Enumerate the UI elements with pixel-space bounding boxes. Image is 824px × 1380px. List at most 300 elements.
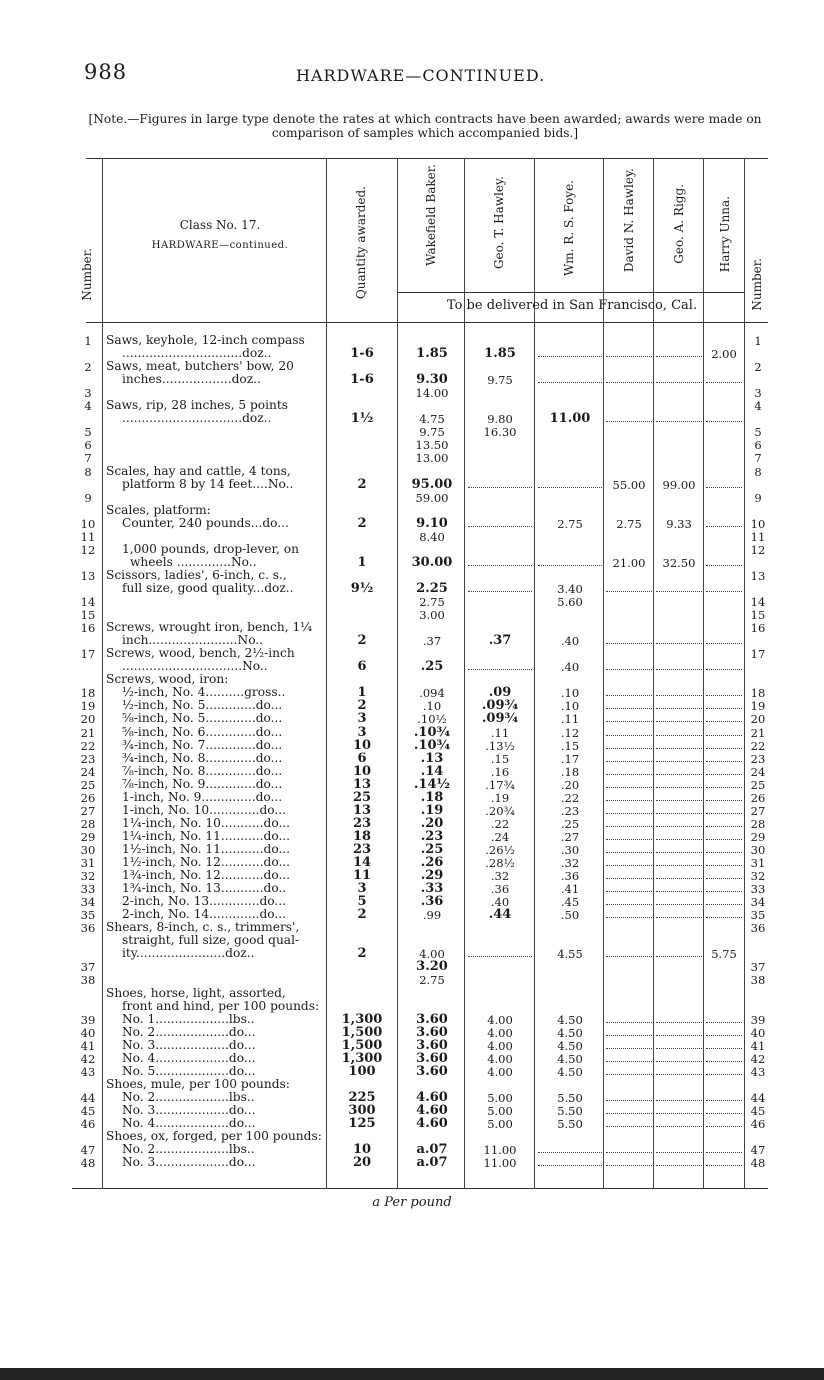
row-number-right: 4: [754, 399, 762, 414]
bid-price: 2.75: [419, 973, 445, 988]
quantity-header: Quantity awarded.: [354, 186, 368, 300]
row-number: 17: [80, 647, 96, 662]
bid-price: .23: [420, 828, 444, 844]
row-number-right: 48: [750, 1156, 766, 1171]
item-description: No. 3...................do...: [122, 1037, 256, 1052]
empty-bid-leader: [656, 381, 702, 383]
row-number: 31: [80, 856, 96, 870]
bid-price: .29: [420, 868, 444, 884]
empty-bid-leader: [606, 1164, 652, 1166]
quantity-awarded: 1-6: [350, 372, 374, 388]
row-number-right: 15: [750, 608, 766, 623]
bid-price: 3.60: [416, 1063, 448, 1079]
empty-bid-leader: [706, 916, 742, 918]
quantity-awarded: 225: [348, 1089, 376, 1105]
page-number: 988: [84, 60, 128, 84]
number-header-right: Number.: [750, 258, 764, 311]
empty-bid-leader: [656, 812, 702, 814]
empty-bid-leader: [606, 720, 652, 722]
row-number: 41: [80, 1038, 96, 1053]
empty-bid-leader: [656, 825, 702, 827]
row-number-right: 28: [750, 816, 766, 831]
row-number: 47: [80, 1143, 96, 1158]
quantity-awarded: 3: [357, 711, 367, 727]
row-number: 22: [80, 738, 96, 753]
bidder-header: Geo. T. Hawley.: [492, 176, 506, 270]
quantity-awarded: 1,300: [341, 1011, 383, 1027]
row-number-right: 42: [750, 1051, 766, 1066]
item-description: No. 4...................do...: [122, 1050, 256, 1065]
row-number: 4: [84, 399, 92, 414]
quantity-awarded: 125: [348, 1116, 376, 1131]
item-description: ...............................doz..: [122, 346, 272, 361]
row-number-right: 34: [750, 895, 766, 910]
row-number: 13: [80, 568, 96, 583]
item-description: Shoes, ox, forged, per 100 pounds:: [106, 1129, 322, 1144]
row-number: 48: [80, 1156, 96, 1171]
bid-price: 9.33: [666, 516, 692, 531]
row-number: 35: [80, 908, 96, 923]
quantity-awarded: 11: [352, 868, 372, 884]
empty-bid-leader: [656, 916, 702, 918]
empty-bid-leader: [706, 1164, 742, 1166]
empty-bid-leader: [656, 799, 702, 801]
empty-bid-leader: [468, 668, 532, 670]
row-number: 2: [84, 360, 92, 375]
empty-bid-leader: [538, 355, 602, 357]
row-number-right: 36: [750, 921, 766, 936]
empty-bid-leader: [656, 903, 702, 905]
item-description: No. 3...................do...: [122, 1102, 256, 1117]
item-description: inch.......................No..: [122, 633, 264, 648]
bid-price: 3.00: [419, 608, 445, 623]
bid-price: .99: [422, 908, 442, 923]
row-number-right: 46: [750, 1117, 766, 1131]
item-description: ity.......................doz..: [122, 946, 255, 961]
bid-price: .14½: [413, 776, 451, 792]
bid-price: 5.00: [487, 1103, 513, 1118]
empty-bid-leader: [606, 747, 652, 749]
bid-price: 8.40: [419, 529, 445, 544]
bid-price: .17: [560, 751, 580, 766]
empty-bid-leader: [706, 381, 742, 383]
empty-bid-leader: [706, 1099, 742, 1101]
row-number: 1: [84, 334, 92, 348]
bid-price: 3.20: [416, 959, 448, 975]
item-description: 1,000 pounds, drop-lever, on: [122, 541, 299, 556]
empty-bid-leader: [606, 668, 652, 670]
bid-price: 1.85: [484, 346, 516, 362]
bid-price: .20: [560, 777, 580, 792]
row-number: 29: [80, 829, 96, 844]
page-title: HARDWARE—CONTINUED.: [296, 66, 546, 85]
empty-bid-leader: [656, 864, 702, 866]
empty-bid-leader: [706, 864, 742, 866]
empty-bid-leader: [656, 851, 702, 853]
row-number-right: 7: [754, 451, 762, 466]
empty-bid-leader: [606, 838, 652, 840]
bid-price: 5.50: [557, 1117, 583, 1131]
bid-price: .22: [560, 790, 580, 805]
bid-price: 4.00: [487, 1051, 513, 1066]
item-description: ⅝-inch, No. 5.............do...: [122, 711, 283, 726]
bid-price: .10½: [417, 712, 447, 727]
row-number: 11: [80, 529, 96, 544]
empty-bid-leader: [656, 838, 702, 840]
row-number: 6: [84, 438, 92, 453]
empty-bid-leader: [606, 355, 652, 357]
bid-price: .19: [420, 802, 444, 818]
bid-price: .11: [490, 725, 510, 740]
row-number: 21: [80, 725, 96, 740]
item-description: No. 3...................do...: [122, 1155, 256, 1170]
empty-bid-leader: [656, 668, 702, 670]
quantity-awarded: 1-6: [350, 346, 374, 362]
row-number: 38: [80, 973, 96, 988]
item-description: Saws, keyhole, 12-inch compass: [106, 333, 305, 347]
item-description: ⅞-inch, No. 8.............do...: [122, 763, 283, 778]
empty-bid-leader: [606, 760, 652, 762]
table-bottom-rule: [72, 1188, 768, 1189]
item-description: 2-inch, No. 13.............do...: [122, 894, 286, 909]
quantity-awarded: 23: [352, 841, 372, 857]
bid-price: .09¾: [481, 711, 519, 727]
empty-bid-leader: [606, 851, 652, 853]
item-description: No. 2...................lbs..: [122, 1142, 255, 1157]
quantity-awarded: 6: [357, 659, 367, 675]
bid-price: .10¾: [413, 724, 451, 740]
empty-bid-leader: [606, 1099, 652, 1101]
empty-bid-leader: [538, 381, 602, 383]
quantity-awarded: 3: [357, 881, 367, 897]
item-description: No. 1...................lbs..: [122, 1011, 255, 1026]
empty-bid-leader: [656, 694, 702, 696]
empty-bid-leader: [706, 1047, 742, 1049]
row-number: 27: [80, 803, 96, 818]
award-note: [Note.—Figures in large type denote the rates at which contracts have been awarded; awards were made on comparison of samples which accompanied bids.]: [88, 112, 762, 140]
item-description: No. 4...................do...: [122, 1116, 256, 1130]
bid-price: 13.50: [415, 438, 449, 453]
item-description: ½-inch, No. 4..........gross..: [122, 685, 286, 700]
bid-price: .15: [560, 738, 580, 753]
empty-bid-leader: [706, 420, 742, 422]
quantity-awarded: 1½: [350, 411, 374, 427]
bid-price: .10¾: [413, 737, 451, 753]
row-number: 28: [80, 816, 96, 831]
bid-price: .10: [560, 686, 580, 701]
number-header-left: Number.: [80, 248, 94, 301]
row-number: 44: [80, 1090, 96, 1105]
item-description: wheels ..............No..: [130, 554, 257, 569]
quantity-awarded: 10: [352, 737, 372, 753]
bid-price: .40: [560, 660, 580, 675]
empty-bid-leader: [656, 707, 702, 709]
empty-bid-leader: [656, 1047, 702, 1049]
bid-price: 4.50: [557, 1064, 583, 1079]
empty-bid-leader: [606, 916, 652, 918]
row-number: 45: [80, 1103, 96, 1118]
empty-bid-leader: [606, 890, 652, 892]
empty-bid-leader: [606, 694, 652, 696]
bid-price: .26½: [485, 842, 515, 857]
empty-bid-leader: [468, 590, 532, 592]
empty-bid-leader: [656, 955, 702, 957]
class-heading: [120, 218, 320, 251]
row-number-right: 20: [750, 712, 766, 727]
bid-price: 4.00: [487, 1038, 513, 1053]
bid-price: .20¾: [485, 803, 515, 818]
row-number-right: 24: [750, 764, 766, 779]
bid-price: .094: [419, 686, 445, 701]
row-number-right: 13: [750, 568, 766, 583]
empty-bid-leader: [606, 864, 652, 866]
header-bottom-rule: [86, 322, 768, 323]
bid-price: 9.75: [419, 425, 445, 440]
empty-bid-leader: [656, 747, 702, 749]
empty-bid-leader: [706, 1125, 742, 1127]
bid-price: a.07: [416, 1142, 448, 1158]
empty-bid-leader: [656, 1151, 702, 1153]
bid-price: 13.00: [415, 451, 449, 466]
bid-price: .25: [420, 659, 444, 675]
empty-bid-leader: [656, 1112, 702, 1114]
quantity-awarded: 18: [352, 828, 372, 844]
row-number: 7: [84, 451, 92, 466]
bid-price: 4.00: [419, 947, 445, 962]
bid-price: 59.00: [415, 490, 449, 505]
bid-price: 3.60: [416, 1050, 448, 1066]
item-description: ...............................doz..: [122, 411, 272, 426]
bid-price: 5.75: [711, 947, 737, 962]
row-number-right: 30: [750, 842, 766, 857]
item-description: straight, full size, good qual-: [122, 933, 300, 948]
empty-bid-leader: [706, 642, 742, 644]
empty-bid-leader: [706, 851, 742, 853]
empty-bid-leader: [656, 590, 702, 592]
empty-bid-leader: [656, 355, 702, 357]
bid-price: 4.50: [557, 1051, 583, 1066]
empty-bid-leader: [468, 564, 532, 566]
bid-price: .30: [560, 842, 580, 857]
bid-price: 4.50: [557, 1038, 583, 1053]
empty-bid-leader: [656, 1099, 702, 1101]
item-description: platform 8 by 14 feet....No..: [122, 476, 294, 491]
bidder-header: Geo. A. Rigg.: [672, 184, 686, 264]
bid-price: 4.00: [487, 1012, 513, 1027]
bid-price: .27: [560, 829, 580, 844]
row-number: 34: [80, 895, 96, 910]
bid-price: 16.30: [483, 425, 517, 440]
row-number-right: 2: [754, 360, 762, 375]
empty-bid-leader: [656, 720, 702, 722]
bid-price: .23: [560, 803, 580, 818]
item-description: Shoes, horse, light, assorted,: [106, 985, 286, 1000]
empty-bid-leader: [706, 838, 742, 840]
quantity-awarded: 1,500: [341, 1037, 383, 1053]
empty-bid-leader: [606, 590, 652, 592]
empty-bid-leader: [706, 694, 742, 696]
row-number-right: 41: [750, 1038, 766, 1053]
empty-bid-leader: [706, 747, 742, 749]
item-description: 1½-inch, No. 12...........do...: [122, 855, 291, 869]
item-description: Scissors, ladies', 6-inch, c. s.,: [106, 567, 287, 582]
row-number: 14: [80, 595, 96, 609]
row-number-right: 40: [750, 1025, 766, 1040]
bid-price: .26: [420, 855, 444, 870]
empty-bid-leader: [606, 381, 652, 383]
bidder-header: Wm. R. S. Foye.: [562, 180, 576, 277]
row-number: 12: [80, 542, 96, 557]
row-number-right: 27: [750, 803, 766, 818]
empty-bid-leader: [606, 903, 652, 905]
item-description: inches..................doz..: [122, 372, 261, 387]
quantity-awarded: 300: [348, 1102, 376, 1118]
item-description: 1¼-inch, No. 10...........do...: [122, 815, 291, 830]
row-number-right: 38: [750, 973, 766, 988]
empty-bid-leader: [606, 825, 652, 827]
empty-bid-leader: [538, 1151, 602, 1153]
row-number-right: 23: [750, 751, 766, 766]
item-description: 1-inch, No. 9..............do...: [122, 789, 283, 804]
row-number: 24: [80, 764, 96, 779]
quantity-awarded: 14: [352, 855, 372, 870]
bid-price: 11.00: [483, 1156, 517, 1171]
bid-price: .37: [488, 633, 512, 649]
bid-price: .50: [560, 908, 580, 923]
row-number-right: 17: [750, 647, 766, 662]
bidder-header: Harry Unna.: [718, 196, 732, 273]
row-number-right: 44: [750, 1090, 766, 1105]
row-number-right: 25: [750, 777, 766, 792]
bid-price: .36: [420, 894, 444, 910]
row-number: 15: [80, 608, 96, 623]
item-description: ¾-inch, No. 7.............do...: [122, 737, 283, 752]
row-number: 39: [80, 1012, 96, 1027]
item-description: front and hind, per 100 pounds:: [122, 998, 320, 1013]
item-description: full size, good quality...doz..: [122, 580, 294, 595]
bid-price: 5.00: [487, 1090, 513, 1105]
col-divider: [397, 158, 398, 1188]
row-number: 46: [80, 1117, 96, 1131]
empty-bid-leader: [706, 1021, 742, 1023]
bid-price: .25: [560, 816, 580, 831]
bid-price: .16: [490, 764, 510, 779]
empty-bid-leader: [606, 1073, 652, 1075]
item-description: ⅞-inch, No. 9.............do...: [122, 776, 283, 791]
bid-price: .10: [422, 699, 442, 714]
row-number-right: 22: [750, 738, 766, 753]
quantity-awarded: 2: [357, 946, 367, 962]
empty-bid-leader: [656, 642, 702, 644]
item-description: 1½-inch, No. 11...........do...: [122, 841, 291, 856]
row-number-right: 8: [754, 464, 762, 479]
item-description: 1¾-inch, No. 13...........do..: [122, 881, 287, 896]
empty-bid-leader: [606, 799, 652, 801]
quantity-awarded: 2: [357, 698, 367, 714]
bid-price: 4.00: [487, 1064, 513, 1079]
row-number: 32: [80, 869, 96, 884]
empty-bid-leader: [706, 812, 742, 814]
bid-price: 1.85: [416, 346, 448, 362]
row-number-right: 14: [750, 595, 766, 609]
item-description: Counter, 240 pounds...do...: [122, 515, 289, 530]
bid-price: 3.60: [416, 1037, 448, 1053]
row-number-right: 16: [750, 621, 766, 636]
quantity-awarded: 1: [357, 554, 367, 570]
quantity-awarded: 2: [357, 633, 367, 649]
empty-bid-leader: [538, 564, 602, 566]
bid-price: .44: [488, 907, 512, 923]
item-description: No. 2...................do...: [122, 1024, 256, 1039]
empty-bid-leader: [706, 525, 742, 527]
item-description: 1-inch, No. 10.............do...: [122, 802, 286, 817]
bid-price: 9.75: [487, 373, 513, 388]
bid-price: 14.00: [415, 386, 449, 401]
bid-price: 4.00: [487, 1025, 513, 1040]
empty-bid-leader: [538, 486, 602, 488]
row-number-right: 21: [750, 725, 766, 740]
row-number: 19: [80, 699, 96, 714]
empty-bid-leader: [706, 890, 742, 892]
footnote: a Per pound: [372, 1195, 452, 1210]
item-description: Screws, wrought iron, bench, 1¼: [106, 620, 313, 635]
empty-bid-leader: [706, 1151, 742, 1153]
bid-price: 32.50: [662, 555, 696, 570]
empty-bid-leader: [606, 1151, 652, 1153]
delivery-rule: [398, 292, 744, 293]
item-description: 2-inch, No. 14.............do...: [122, 907, 286, 922]
row-number-right: 47: [750, 1143, 766, 1158]
empty-bid-leader: [468, 525, 532, 527]
row-number: 40: [80, 1025, 96, 1040]
row-number-right: 1: [754, 334, 762, 348]
item-description: ½-inch, No. 5.............do...: [122, 698, 283, 713]
quantity-awarded: 25: [352, 789, 372, 805]
row-number: 37: [80, 960, 96, 975]
bid-price: .20: [420, 815, 444, 831]
quantity-awarded: 100: [348, 1063, 376, 1079]
empty-bid-leader: [706, 734, 742, 736]
empty-bid-leader: [656, 760, 702, 762]
empty-bid-leader: [606, 1047, 652, 1049]
row-number-right: 32: [750, 869, 766, 884]
row-number: 16: [80, 621, 96, 636]
bid-price: 9.30: [416, 372, 448, 388]
col-divider: [102, 158, 103, 1188]
empty-bid-leader: [656, 1060, 702, 1062]
empty-bid-leader: [706, 590, 742, 592]
item-description: ⅝-inch, No. 6.............do...: [122, 724, 283, 739]
item-description: Scales, hay and cattle, 4 tons,: [106, 463, 291, 478]
row-number: 42: [80, 1051, 96, 1066]
bid-price: 5.50: [557, 1090, 583, 1105]
bid-price: 30.00: [411, 554, 453, 570]
row-number-right: 29: [750, 829, 766, 844]
empty-bid-leader: [606, 812, 652, 814]
class-sublabel: HARDWARE—continued.: [151, 240, 289, 251]
bid-price: 4.60: [416, 1102, 448, 1118]
row-number-right: 5: [754, 425, 762, 440]
bidder-header: David N. Hawley.: [622, 168, 636, 273]
quantity-awarded: 6: [357, 750, 367, 766]
bid-price: 2.75: [616, 516, 642, 531]
bid-price: 3.60: [416, 1024, 448, 1040]
bid-price: 2.00: [711, 347, 737, 362]
row-number-right: 10: [750, 516, 766, 531]
row-number-right: 18: [750, 686, 766, 701]
bid-price: .12: [560, 725, 580, 740]
empty-bid-leader: [706, 720, 742, 722]
